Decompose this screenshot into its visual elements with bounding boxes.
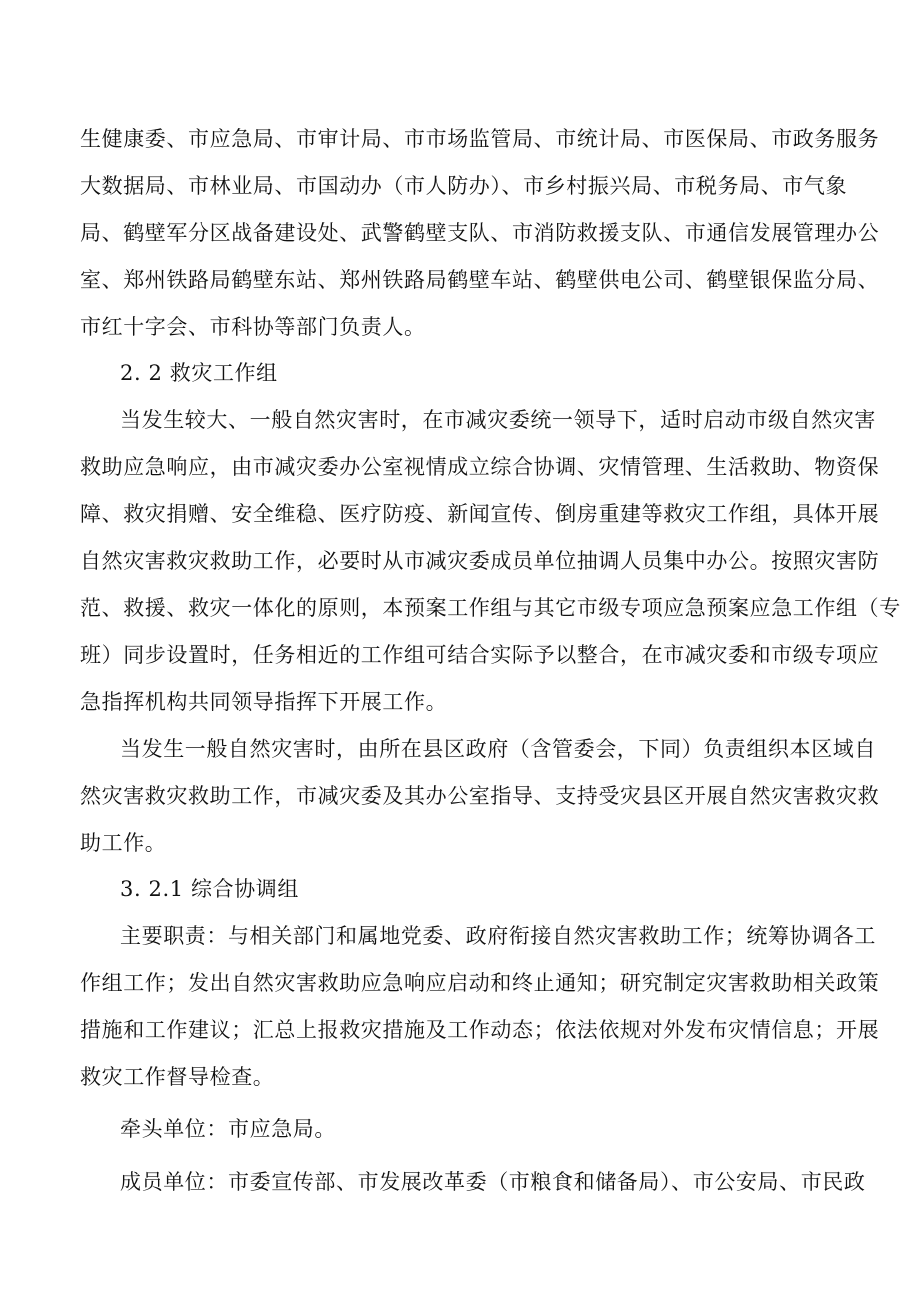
text-line: 局、鹤壁军分区战备建设处、武警鹤壁支队、市消防救援支队、市通信发展管理办公 — [80, 221, 880, 245]
text-line: 当发生较大、一般自然灾害时，在市减灾委统一领导下，适时启动市级自然灾害 — [120, 408, 876, 432]
text-line: 生健康委、市应急局、市审计局、市市场监管局、市统计局、市医保局、市政务服务 — [80, 127, 880, 151]
text-line: 室、郑州铁路局鹤壁东站、郑州铁路局鹤壁车站、鹤壁供电公司、鹤壁银保监分局、 — [80, 268, 880, 292]
section-heading: 3. 2.1 综合协调组 — [120, 877, 299, 901]
text-line: 急指挥机构共同领导指挥下开展工作。 — [80, 690, 448, 714]
text-line: 成员单位：市委宣传部、市发展改革委（市粮食和储备局）、市公安局、市民政 — [120, 1170, 866, 1194]
text-line: 牵头单位：市应急局。 — [120, 1117, 336, 1141]
text-line: 大数据局、市林业局、市国动办（市人防办）、市乡村振兴局、市税务局、市气象 — [80, 174, 848, 198]
text-line: 障、救灾捐赠、安全维稳、医疗防疫、新闻宣传、倒房重建等救灾工作组，具体开展 — [80, 502, 880, 526]
text-line: 救助应急响应，由市减灾委办公室视情成立综合协调、灾情管理、生活救助、物资保 — [80, 455, 880, 479]
text-line: 作组工作；发出自然灾害救助应急响应启动和终止通知；研究制定灾害救助相关政策 — [80, 971, 880, 995]
text-line: 当发生一般自然灾害时，由所在县区政府（含管委会，下同）负责组织本区域自 — [120, 737, 876, 761]
text-line: 助工作。 — [80, 831, 167, 855]
text-line: 范、救援、救灾一体化的原则，本预案工作组与其它市级专项应急预案应急工作组（专 — [80, 596, 901, 620]
text-line: 自然灾害救灾救助工作，必要时从市减灾委成员单位抽调人员集中办公。按照灾害防 — [80, 549, 880, 573]
text-line: 救灾工作督导检查。 — [80, 1065, 275, 1089]
section-heading: 2. 2 救灾工作组 — [120, 361, 278, 385]
text-line: 主要职责：与相关部门和属地党委、政府衔接自然灾害救助工作；统筹协调各工 — [120, 924, 876, 948]
text-line: 然灾害救灾救助工作，市减灾委及其办公室指导、支持受灾县区开展自然灾害救灾救 — [80, 784, 880, 808]
text-line: 班）同步设置时，任务相近的工作组可结合实际予以整合，在市减灾委和市级专项应 — [80, 643, 880, 667]
text-line: 市红十字会、市科协等部门负责人。 — [80, 315, 426, 339]
text-line: 措施和工作建议；汇总上报救灾措施及工作动态；依法依规对外发布灾情信息；开展 — [80, 1018, 880, 1042]
